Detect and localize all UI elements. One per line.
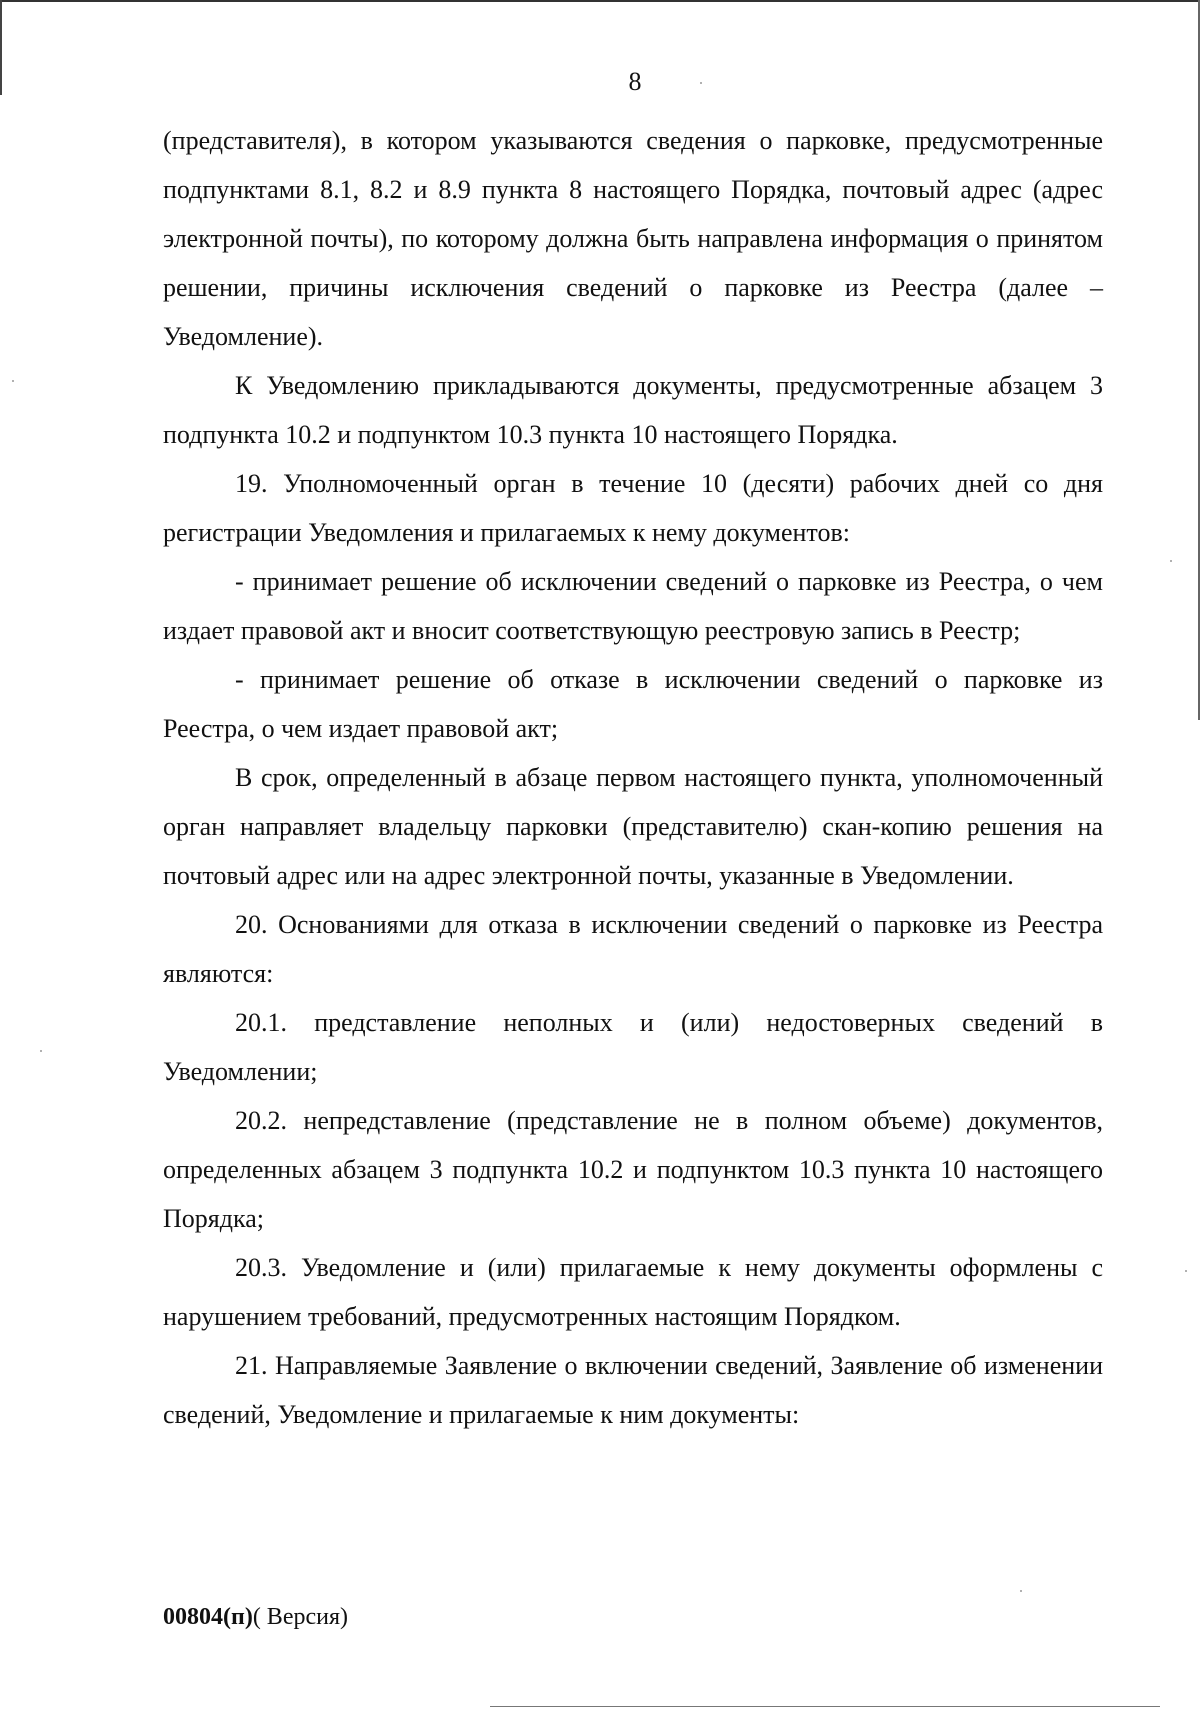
scan-edge-bottom xyxy=(490,1706,1160,1707)
paragraph-6: В срок, определенный в абзаце первом настоящего пункта, уполномоченный орган направляет владельцу парковки (представителю) скан-копию решения на почтовый адрес или на адрес электронной почты, указанные в Уведомлении. xyxy=(163,763,1103,890)
document-body xyxy=(163,116,1103,1439)
document-code: 00804(п) xyxy=(163,1604,253,1630)
paragraph-2: К Уведомлению прикладываются документы, предусмотренные абзацем 3 подпункта 10.2 и подпунктом 10.3 пункта 10 настоящего Порядка. xyxy=(163,371,1103,449)
paragraph-3: 19. Уполномоченный орган в течение 10 (десяти) рабочих дней со дня регистрации Уведомления и прилагаемых к нему документов: xyxy=(163,469,1103,547)
scan-speck xyxy=(700,82,702,84)
paragraph-5: - принимает решение об отказе в исключении сведений о парковке из Реестра, о чем издает правовой акт; xyxy=(163,665,1103,743)
paragraph-1: (представителя), в котором указываются сведения о парковке, предусмотренные подпунктами 8.1, 8.2 и 8.9 пункта 8 настоящего Порядка, почтовый адрес (адрес электронной почты), по которому должна быть направлена информация о принятом решении, причины исключения сведений о парковке из Реестра (далее – Уведомление). xyxy=(163,126,1103,351)
paragraph-9: 20.2. непредставление (представление не в полном объеме) документов, определенных абзацем 3 подпункта 10.2 и подпунктом 10.3 пункта 10 настоящего Порядка; xyxy=(163,1106,1103,1233)
scan-speck xyxy=(1185,1270,1187,1272)
document-version: ( Версия) xyxy=(252,1604,348,1630)
paragraph-8: 20.1. представление неполных и (или) недостоверных сведений в Уведомлении; xyxy=(163,1008,1103,1086)
paragraph-11: 21. Направляемые Заявление о включении сведений, Заявление об изменении сведений, Уведомление и прилагаемые к ним документы: xyxy=(163,1351,1103,1429)
paragraph-4: - принимает решение об исключении сведений о парковке из Реестра, о чем издает правовой акт и вносит соответствующую реестровую запись в Реестр; xyxy=(163,567,1103,645)
paragraph-10: 20.3. Уведомление и (или) прилагаемые к нему документы оформлены с нарушением требований, предусмотренных настоящим Порядком. xyxy=(163,1253,1103,1331)
scan-edge-top xyxy=(0,0,1200,2)
scan-speck xyxy=(1170,560,1172,562)
document-footer xyxy=(163,1604,348,1630)
scan-speck xyxy=(12,380,14,382)
page-number: 8 xyxy=(628,67,642,96)
scan-speck xyxy=(1020,1590,1022,1592)
scan-speck xyxy=(40,1050,42,1052)
paragraph-7: 20. Основаниями для отказа в исключении сведений о парковке из Реестра являются: xyxy=(163,910,1103,988)
